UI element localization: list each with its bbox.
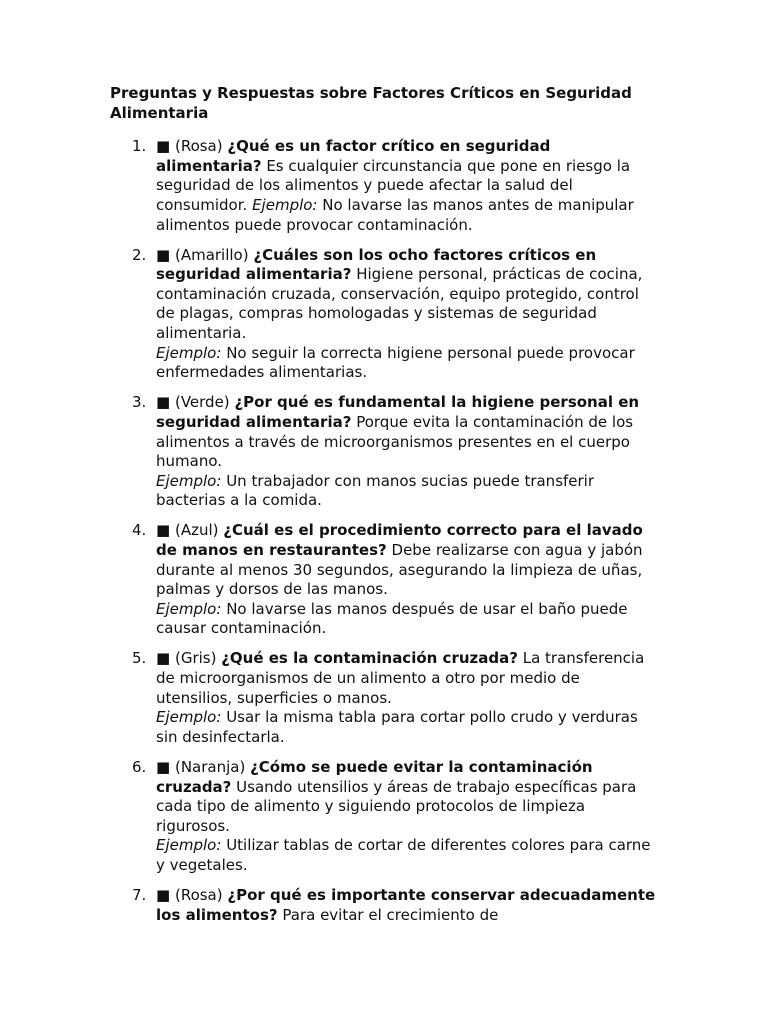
question-text: ¿Cuáles son los ocho factores críticos en seguridad alimentaria? bbox=[156, 245, 597, 284]
example-line bbox=[156, 344, 660, 383]
bullet-square-icon: ■ bbox=[156, 757, 171, 776]
color-tag: (Gris) bbox=[174, 649, 217, 668]
item-number: 4. bbox=[132, 521, 147, 540]
answer-text: Debe realizarse con agua y jabón durante al menos 30 segundos, asegurando la limpieza de uñas, palmas y dorsos de las manos. bbox=[156, 540, 643, 599]
question-text: ¿Cuál es el procedimiento correcto para el lavado de manos en restaurantes? bbox=[156, 521, 643, 559]
color-tag: (Rosa) bbox=[174, 885, 223, 904]
list-item bbox=[110, 649, 660, 747]
question-text: ¿Qué es la contaminación cruzada? bbox=[221, 649, 518, 668]
answer-text: Porque evita la contaminación de los alimentos a través de microorganismos presentes en el cuerpo humano. bbox=[156, 412, 634, 471]
color-tag: (Verde) bbox=[174, 393, 230, 412]
bullet-square-icon: ■ bbox=[156, 885, 171, 904]
list-item bbox=[110, 521, 660, 639]
color-tag: (Amarillo) bbox=[174, 245, 249, 264]
question-text: ¿Por qué es fundamental la higiene personal en seguridad alimentaria? bbox=[156, 393, 640, 431]
example-text: No seguir la correcta higiene personal puede provocar enfermedades alimentarias. bbox=[156, 343, 635, 382]
example-text: Usar la misma tabla para cortar pollo crudo y verduras sin desinfectarla. bbox=[156, 708, 638, 746]
answer-text: Higiene personal, prácticas de cocina, contaminación cruzada, conservación, equipo protegido, control de plagas, compras homologadas y sistemas de seguridad alimentaria. bbox=[156, 265, 643, 343]
example-label: Ejemplo: bbox=[156, 343, 222, 362]
question-text: ¿Cómo se puede evitar la contaminación cruzada? bbox=[156, 757, 593, 796]
example-text: No lavarse las manos después de usar el baño puede causar contaminación. bbox=[156, 599, 628, 638]
bullet-square-icon: ■ bbox=[156, 649, 171, 668]
answer-text: Usando utensilios y áreas de trabajo específicas para cada tipo de alimento y siguiendo protocolos de limpieza rigurosos. bbox=[156, 777, 637, 835]
example-line bbox=[156, 600, 660, 639]
answer-text: La transferencia de microorganismos de un alimento a otro por medio de utensilios, superficies o manos. bbox=[156, 649, 645, 707]
example-label: Ejemplo: bbox=[156, 708, 222, 727]
example-line bbox=[156, 472, 660, 511]
bullet-square-icon: ■ bbox=[156, 393, 171, 412]
item-number: 6. bbox=[132, 757, 147, 776]
bullet-square-icon: ■ bbox=[156, 521, 171, 540]
example-label: Ejemplo: bbox=[252, 195, 318, 214]
example-line bbox=[156, 836, 660, 875]
example-label: Ejemplo: bbox=[156, 471, 222, 490]
item-number: 1. bbox=[132, 137, 147, 156]
example-text: Un trabajador con manos sucias puede transferir bacterias a la comida. bbox=[156, 471, 595, 510]
question-text: ¿Por qué es importante conservar adecuadamente los alimentos? bbox=[156, 885, 656, 924]
document-title: Preguntas y Respuestas sobre Factores Críticos en Seguridad Alimentaria bbox=[110, 84, 632, 122]
list-item bbox=[110, 393, 660, 511]
color-tag: (Azul) bbox=[174, 521, 219, 540]
bullet-square-icon: ■ bbox=[156, 245, 171, 264]
example-label: Ejemplo: bbox=[156, 599, 222, 618]
example-label: Ejemplo: bbox=[156, 836, 222, 855]
example-line bbox=[156, 708, 660, 747]
answer-text: Es cualquier circunstancia que pone en riesgo la seguridad de los alimentos y puede afectar la salud del consumidor. bbox=[156, 156, 631, 214]
question-list bbox=[110, 137, 660, 925]
item-number: 7. bbox=[132, 885, 147, 904]
color-tag: (Naranja) bbox=[174, 757, 246, 776]
item-number: 5. bbox=[132, 649, 147, 668]
document-body bbox=[110, 84, 660, 936]
list-item bbox=[110, 246, 660, 383]
list-item bbox=[110, 886, 660, 925]
list-item bbox=[110, 758, 660, 876]
example-text: No lavarse las manos antes de manipular alimentos puede provocar contaminación. bbox=[156, 195, 634, 234]
color-tag: (Rosa) bbox=[174, 137, 223, 156]
answer-text: Para evitar el crecimiento de bbox=[282, 905, 499, 924]
item-number: 2. bbox=[132, 245, 147, 264]
list-item bbox=[110, 137, 660, 235]
question-text: ¿Qué es un factor crítico en seguridad alimentaria? bbox=[156, 137, 551, 175]
bullet-square-icon: ■ bbox=[156, 137, 171, 156]
example-text: Utilizar tablas de cortar de diferentes colores para carne y vegetales. bbox=[156, 836, 651, 874]
item-number: 3. bbox=[132, 393, 147, 412]
